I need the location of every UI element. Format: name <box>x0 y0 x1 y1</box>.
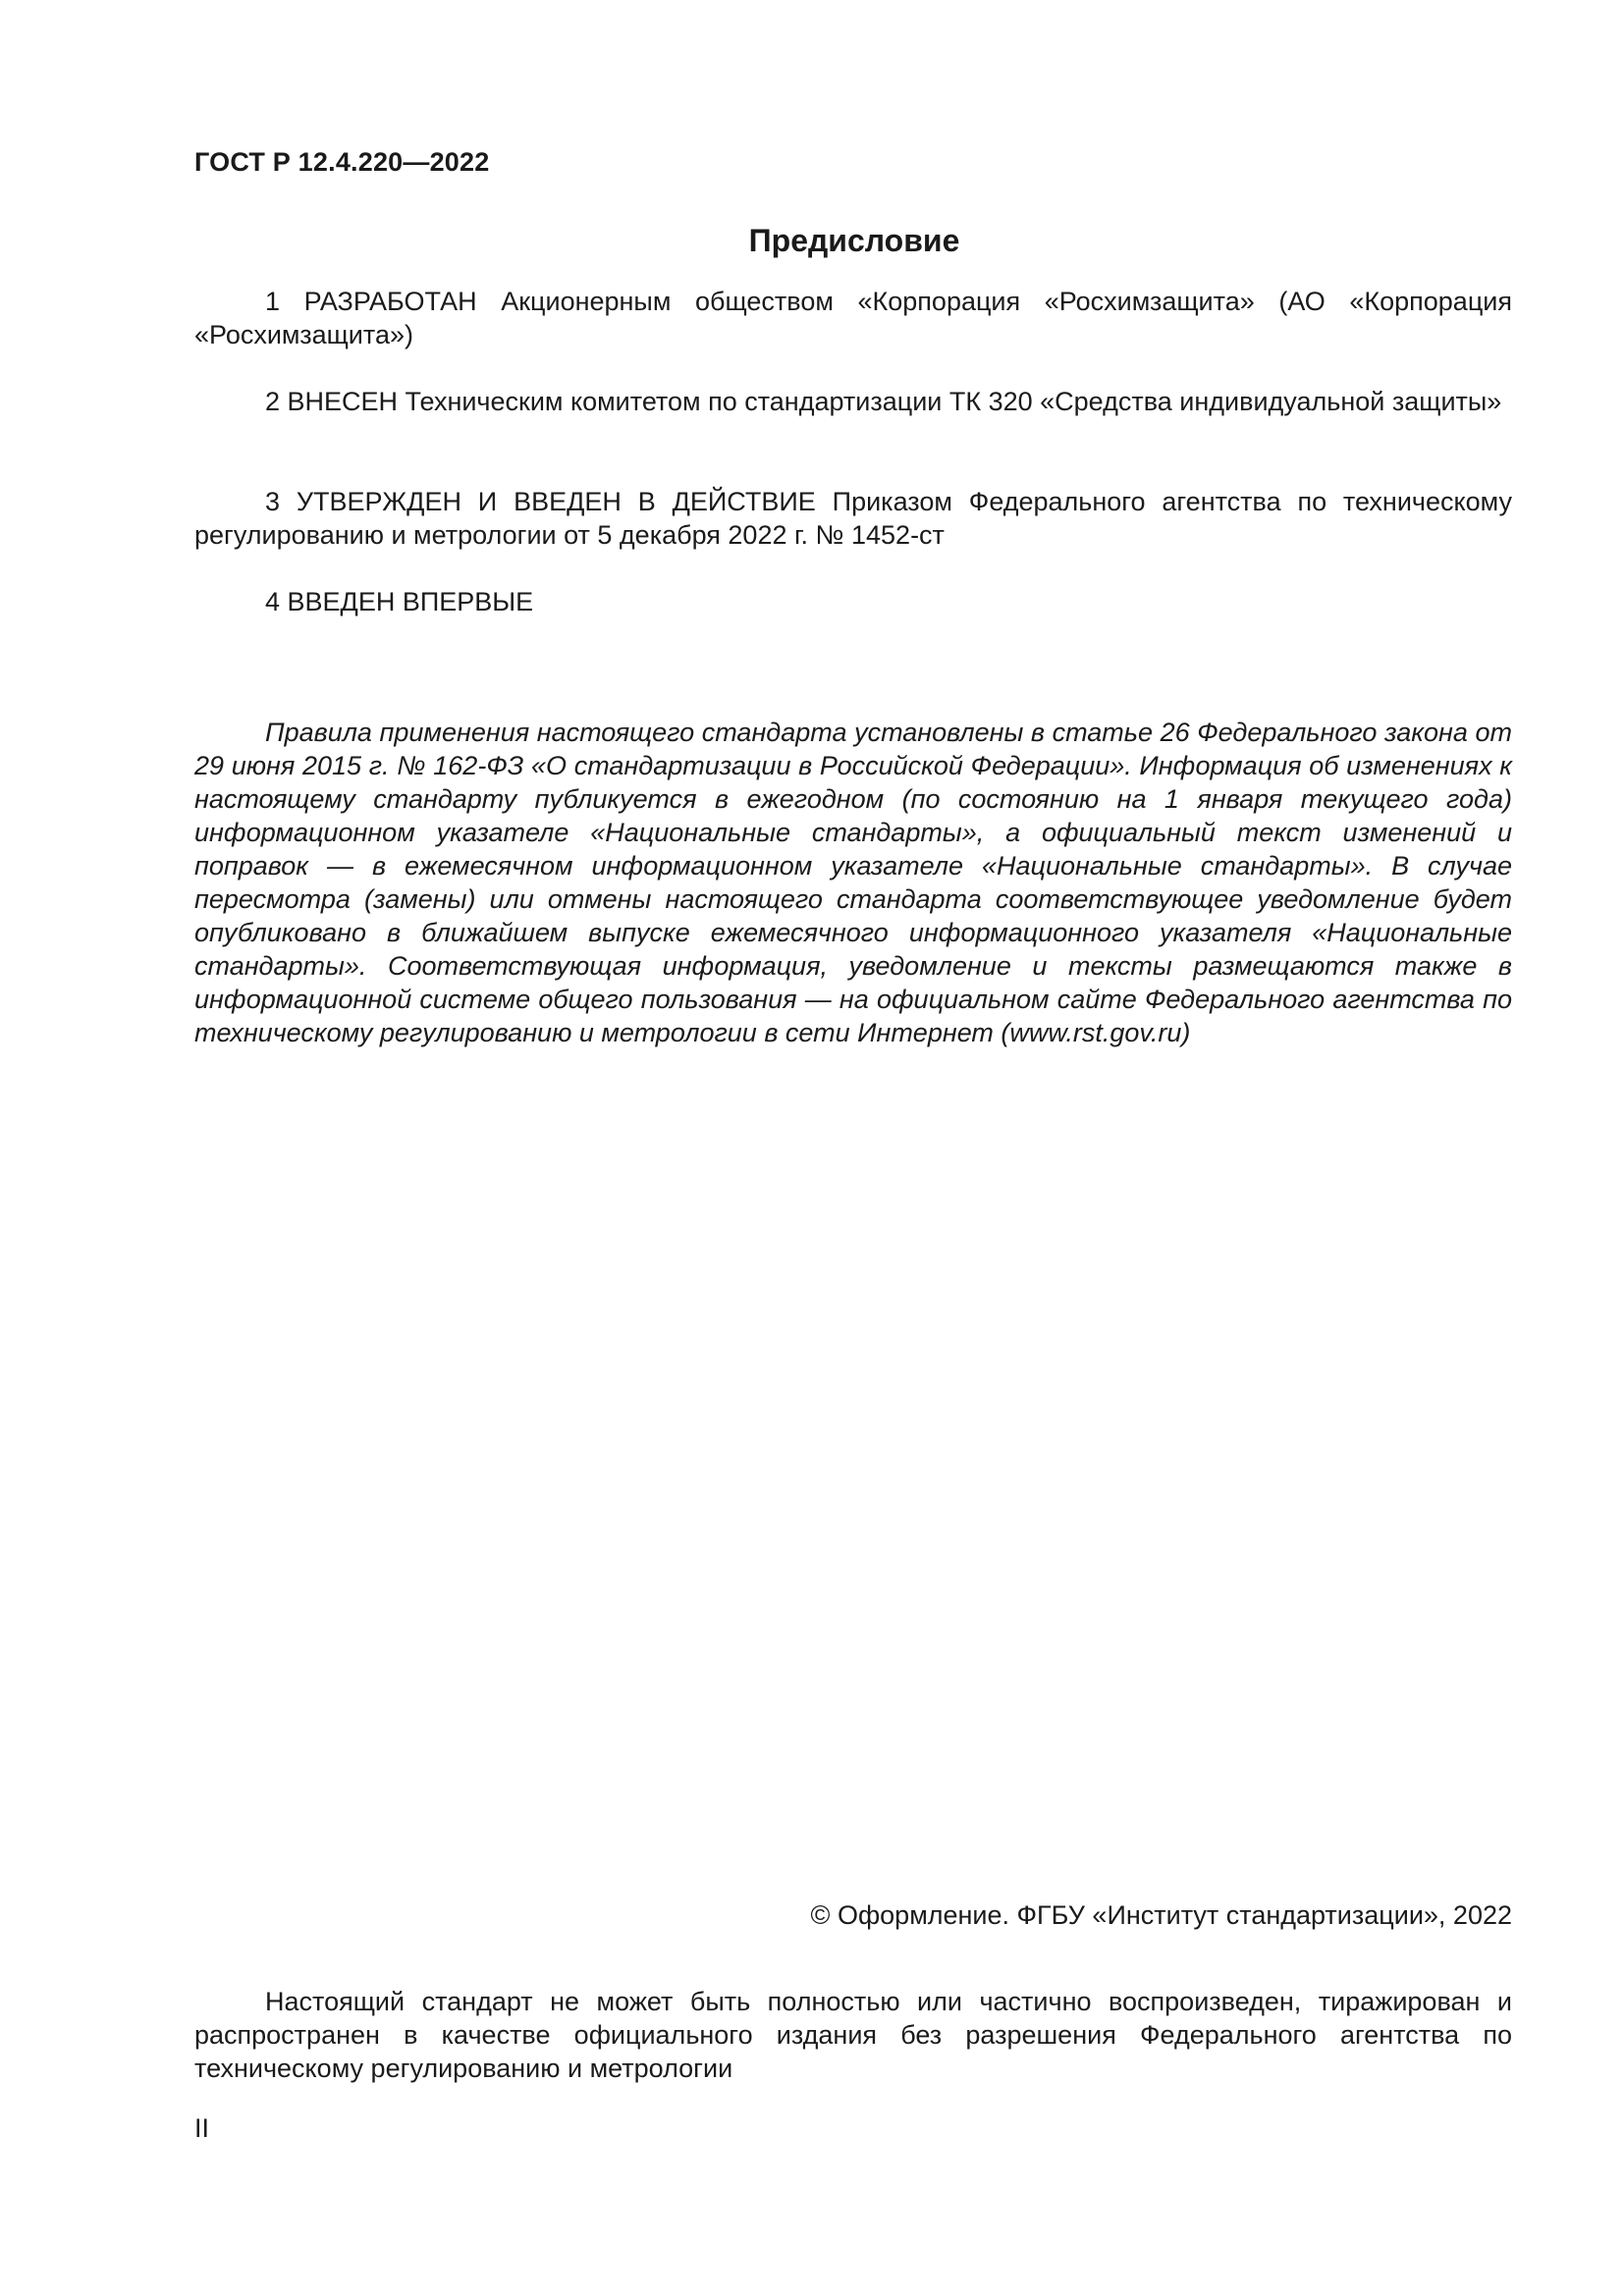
rules-paragraph: Правила применения настоящего стандарта установлены в статье 26 Федерального закона от 29 июня 2015 г. № 162-ФЗ «О стандартизации в Российской Федерации». Информация об изменениях к настоящему стандарту публикуется в ежегодном (по состоянию на 1 января текущего года) информационном указателе «Национальные стандарты», а официальный текст изменений и поправок — в ежемесячном информационном указателе «Национальные стандарты». В случае пересмотра (замены) или отмены настоящего стандарта соответствующее уведомление будет опубликовано в ближайшем выпуске ежемесячного информационного указателя «Национальные стандарты». Соответствующая информация, уведомление и тексты размещаются также в информационной системе общего пользования — на официальном сайте Федерального агентства по техническому регулированию и метрологии в сети Интернет (www.rst.gov.ru) <box>194 718 1512 1047</box>
page-title: Предисловие <box>748 223 960 258</box>
foreword-item-2: 2 ВНЕСЕН Техническим комитетом по стандартизации ТК 320 «Средства индивидуальной защиты» <box>265 387 1502 416</box>
document-code: ГОСТ Р 12.4.220—2022 <box>194 147 490 177</box>
foreword-item-4: 4 ВВЕДЕН ВПЕРВЫЕ <box>265 587 534 616</box>
foreword-item-1: 1 РАЗРАБОТАН Акционерным обществом «Корпорация «Росхимзащита» (АО «Корпорация «Росхимзащита») <box>194 287 1512 349</box>
page-number: II <box>194 2113 210 2143</box>
copyright-notice: © Оформление. ФГБУ «Институт стандартизации», 2022 <box>810 1900 1512 1930</box>
foreword-item-3: 3 УТВЕРЖДЕН И ВВЕДЕН В ДЕЙСТВИЕ Приказом Федерального агентства по техническому регулированию и метрологии от 5 декабря 2022 г. № 1452-ст <box>194 487 1512 550</box>
reproduction-notice: Настоящий стандарт не может быть полностью или частично воспроизведен, тиражирован и распространен в качестве официального издания без разрешения Федерального агентства по техническому регулированию и метрологии <box>194 1987 1512 2083</box>
